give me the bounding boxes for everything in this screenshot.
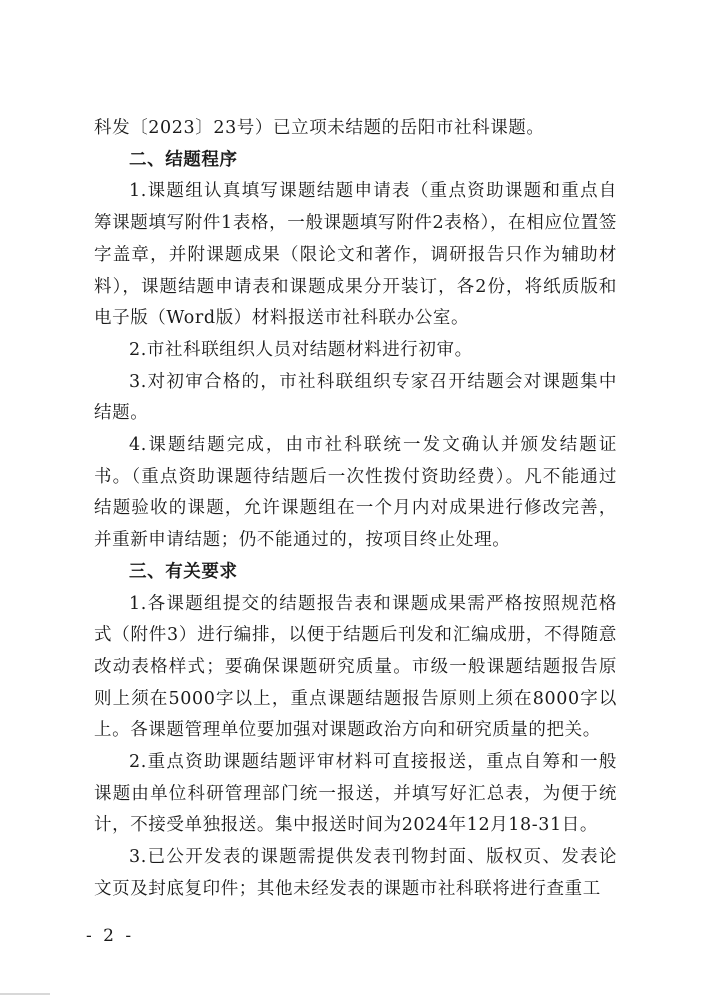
section-heading-requirements: 三、有关要求 xyxy=(129,561,238,582)
scan-edge-mark xyxy=(0,993,50,995)
requirement-item-1: 1.各课题组提交的结题报告表和课题成果需严格按照规范格式（附件3）进行编排，以便于结题后刊发和汇编成册，不得随意改动表格样式；要确保课题研究质量。市级一般课题结题报告原则上须在5000字以上，重点课题结题报告原则上须在8000字以上。各课题管理单位要加强对课题政治方向和研究质量的把关。 xyxy=(94,593,617,741)
procedure-item-3: 3.对初审合格的，市社科联组织专家召开结题会对课题集中结题。 xyxy=(94,371,617,424)
paragraph-continuation: 科发〔2023〕23号）已立项未结题的岳阳市社科课题。 xyxy=(94,118,545,138)
requirement-item-2: 2.重点资助课题结题评审材料可直接报送，重点自筹和一般课题由单位科研管理部门统一报送，并填写好汇总表，为便于统计，不接受单独报送。集中报送时间为2024年12月18-31日。 xyxy=(94,752,617,836)
page-number: - 2 - xyxy=(86,926,135,946)
procedure-item-2: 2.市社科联组织人员对结题材料进行初审。 xyxy=(129,339,473,360)
requirement-item-3: 3.已公开发表的课题需提供发表刊物封面、版权页、发表论文页及封底复印件；其他未经发表的课题市社科联将进行查重工 xyxy=(94,847,617,899)
document-body xyxy=(94,113,617,906)
section-heading-procedure: 二、结题程序 xyxy=(129,149,238,170)
procedure-item-4: 4.课题结题完成，由市社科联统一发文确认并颁发结题证书。（重点资助课题待结题后一次性拨付资助经费）。凡不能通过结题验收的课题，允许课题组在一个月内对成果进行修改完善，并重新申请结题；仍不能通过的，按项目终止处理。 xyxy=(94,435,617,551)
procedure-item-1: 1.课题组认真填写课题结题申请表（重点资助课题和重点自筹课题填写附件1表格，一般课题填写附件2表格），在相应位置签字盖章，并附课题成果（限论文和著作，调研报告只作为辅助材料），课题结题申请表和课题成果分开装订，各2份，将纸质版和电子版（Word版）材料报送市社科联办公室。 xyxy=(94,181,617,329)
